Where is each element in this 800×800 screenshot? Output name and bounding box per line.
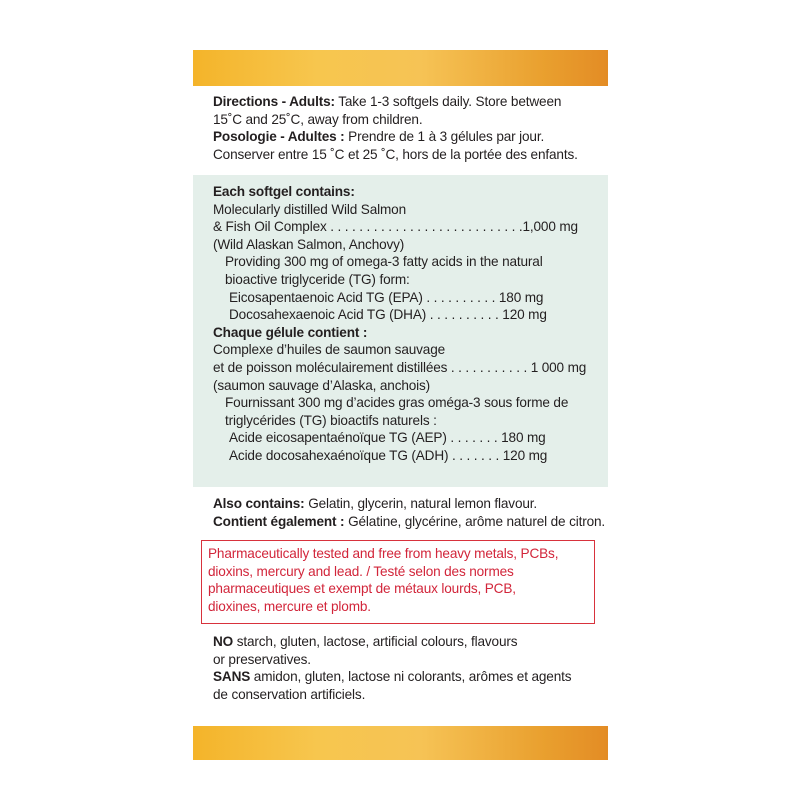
ingredient-line: (saumon sauvage d’Alaska, anchois)	[213, 377, 431, 393]
ingredients-fr-heading: Chaque gélule contient :	[213, 324, 368, 340]
also-en-text: Gelatin, glycerin, natural lemon flavour.	[304, 496, 538, 511]
top-gold-band	[193, 50, 608, 86]
also-fr-text: Gélatine, glycérine, arôme naturel de citron.	[344, 513, 606, 529]
ingredient-line: Acide eicosapentaénoïque TG (AEP) . . . . . . . 180 mg	[229, 430, 546, 446]
free-from-fr-label: SANS	[213, 669, 251, 685]
ingredient-line: & Fish Oil Complex . . . . . . . . . . . . . . . . . . . . . . . . . . .1,000 mg	[213, 219, 578, 235]
also-fr-label: Contient également :	[213, 513, 345, 529]
free-from-section	[213, 633, 603, 703]
testing-notice	[208, 545, 598, 615]
ingredient-line: Fournissant 300 mg d’acides gras oméga-3 sous forme de	[225, 395, 569, 411]
ingredient-line: Molecularly distilled Wild Salmon	[213, 201, 406, 217]
testing-line: dioxines, mercure et plomb.	[208, 598, 371, 614]
ingredient-line: et de poisson moléculairement distillées . . . . . . . . . . . 1 000 mg	[213, 359, 587, 375]
ingredient-line: Complexe d’huiles de saumon sauvage	[213, 342, 446, 358]
ingredient-line: Eicosapentaenoic Acid TG (EPA) . . . . . . . . . . 180 mg	[229, 289, 544, 305]
ingredient-line: bioactive triglyceride (TG) form:	[225, 271, 410, 287]
free-from-en-text-2: or preservatives.	[213, 651, 311, 667]
free-from-fr-text-2: de conservation artificiels.	[213, 686, 366, 702]
bottom-gold-band	[193, 726, 608, 760]
testing-line: dioxins, mercury and lead. / Testé selon des normes	[208, 563, 514, 579]
ingredients-en-heading: Each softgel contains:	[213, 184, 355, 199]
testing-line: Pharmaceutically tested and free from heavy metals, PCBs,	[208, 546, 559, 561]
ingredient-line: Acide docosahexaénoïque TG (ADH) . . . . . . . 120 mg	[229, 447, 548, 463]
directions-fr-text: Prendre de 1 à 3 gélules par jour.	[344, 129, 545, 145]
ingredients-section	[213, 183, 603, 465]
ingredient-line: Providing 300 mg of omega-3 fatty acids in the natural	[225, 254, 543, 270]
ingredient-line: Docosahexaenoic Acid TG (DHA) . . . . . . . . . . 120 mg	[229, 307, 547, 323]
directions-en-label: Directions - Adults:	[213, 94, 335, 109]
ingredient-line: triglycérides (TG) bioactifs naturels :	[225, 412, 437, 428]
also-en-label: Also contains:	[213, 496, 305, 511]
directions-section	[213, 93, 603, 163]
free-from-en-label: NO	[213, 634, 234, 649]
directions-fr-text-2: Conserver entre 15 ˚C et 25 ˚C, hors de la portée des enfants.	[213, 146, 578, 162]
ingredient-line: (Wild Alaskan Salmon, Anchovy)	[213, 236, 405, 252]
directions-fr-label: Posologie - Adultes :	[213, 129, 345, 145]
also-contains-section	[213, 495, 606, 530]
free-from-en-text: starch, gluten, lactose, artificial colours, flavours	[233, 634, 518, 649]
testing-line: pharmaceutiques et exempt de métaux lourds, PCB,	[208, 581, 516, 597]
free-from-fr-text: amidon, gluten, lactose ni colorants, arômes et agents	[250, 669, 572, 685]
directions-en-text: Take 1-3 softgels daily. Store between	[334, 94, 562, 109]
directions-en-text-2: 15˚C and 25˚C, away from children.	[213, 111, 423, 127]
